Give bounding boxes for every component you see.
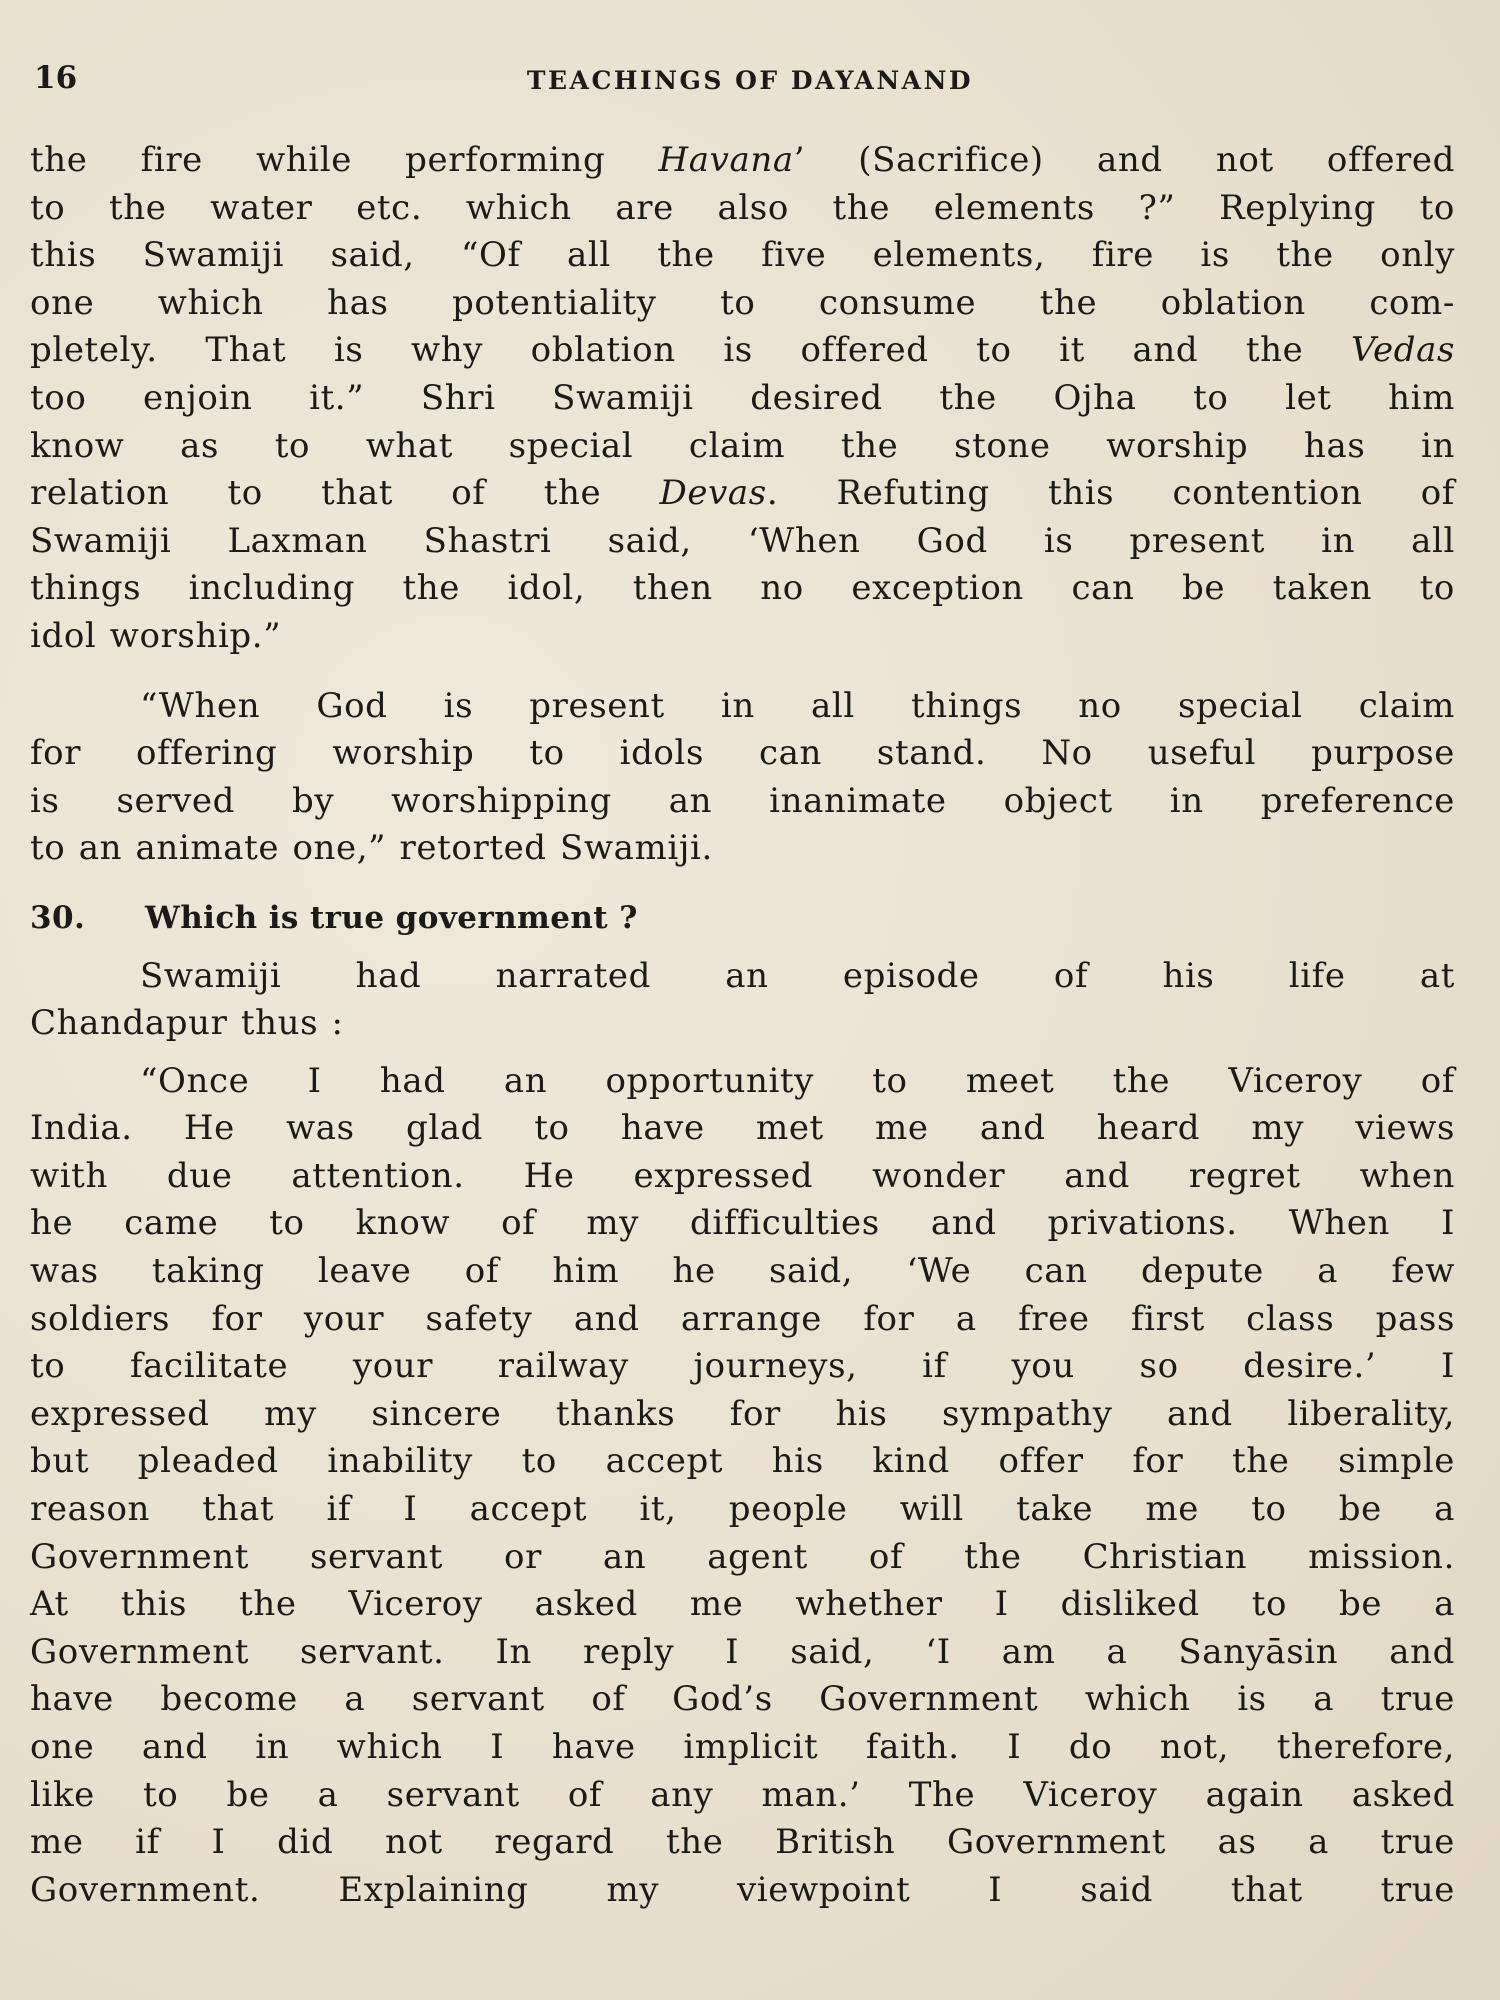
text-line: the fire while performing Havana’ (Sacrifice) and not offered	[30, 140, 1456, 180]
text-line: Chandapur thus :	[30, 1003, 344, 1044]
text-line: have become a servant of God’s Government which is a true	[30, 1679, 1455, 1720]
text-line: but pleaded inability to accept his kind offer for the simple	[30, 1441, 1455, 1482]
text-line: India. He was glad to have met me and heard my views	[30, 1108, 1455, 1149]
text-line: know as to what special claim the stone worship has in	[30, 425, 1455, 466]
section-title: Which is true government ?	[145, 899, 638, 936]
text-line: things including the idol, then no exception can be taken to	[30, 568, 1455, 609]
text-line: too enjoin it.” Shri Swamiji desired the Ojha to let him	[30, 377, 1455, 418]
text-line: he came to know of my difficulties and privations. When I	[30, 1203, 1455, 1244]
section-heading	[30, 895, 1455, 943]
body-text	[30, 137, 1455, 1914]
text-line: expressed my sincere thanks for his sympathy and liberality,	[30, 1393, 1455, 1434]
running-title: TEACHINGS OF DAYANAND	[526, 66, 974, 95]
text-line: Swamiji had narrated an episode of his life at	[140, 955, 1455, 996]
text-line: me if I did not regard the British Government as a true	[30, 1822, 1455, 1863]
text-line: soldiers for your safety and arrange for a free first class pass	[30, 1298, 1455, 1339]
text-line: one which has potentiality to consume the oblation com-	[30, 282, 1455, 323]
text-line: “Once I had an opportunity to meet the Viceroy of	[140, 1060, 1455, 1101]
text-line: like to be a servant of any man.’ The Viceroy again asked	[30, 1774, 1455, 1815]
paragraph-gap	[30, 661, 1455, 683]
section-number: 30.	[30, 899, 86, 936]
text-line: with due attention. He expressed wonder and regret when	[30, 1155, 1455, 1196]
text-line: was taking leave of him he said, ‘We can depute a few	[30, 1251, 1455, 1292]
text-line: Government. Explaining my viewpoint I said that true	[30, 1869, 1455, 1910]
text-line: idol worship.”	[30, 615, 282, 656]
text-line: to the water etc. which are also the elements ?” Replying to	[30, 187, 1455, 228]
paragraph-gap	[30, 943, 1455, 953]
text-line: Swamiji Laxman Shastri said, ‘When God is present in all	[30, 520, 1455, 561]
text-line: one and in which I have implicit faith. I do not, therefore,	[30, 1727, 1455, 1767]
text-line: Government servant. In reply I said, ‘I am a Sanyāsin and	[30, 1631, 1455, 1672]
page-number: 16	[34, 60, 78, 96]
text-line: this Swamiji said, “Of all the five elements, fire is the only	[30, 235, 1455, 276]
page-header	[34, 60, 1466, 104]
text-line: to an animate one,” retorted Swamiji.	[30, 828, 713, 869]
text-line: “When God is present in all things no special claim	[140, 685, 1455, 726]
paragraph-gap	[30, 1048, 1455, 1058]
text-line: to facilitate your railway journeys, if you so desire.’ I	[30, 1346, 1455, 1387]
text-line: reason that if I accept it, people will take me to be a	[30, 1489, 1455, 1530]
paragraph-gap	[30, 873, 1455, 895]
text-line: is served by worshipping an inanimate object in preference	[30, 780, 1455, 821]
text-line: pletely. That is why oblation is offered to it and the Vedas	[30, 330, 1455, 371]
text-line: At this the Viceroy asked me whether I disliked to be a	[30, 1584, 1455, 1625]
text-line: relation to that of the Devas. Refuting this contention of	[30, 473, 1455, 514]
text-line: Government servant or an agent of the Christian mission.	[30, 1536, 1455, 1577]
text-line: for offering worship to idols can stand. No useful purpose	[30, 733, 1455, 774]
